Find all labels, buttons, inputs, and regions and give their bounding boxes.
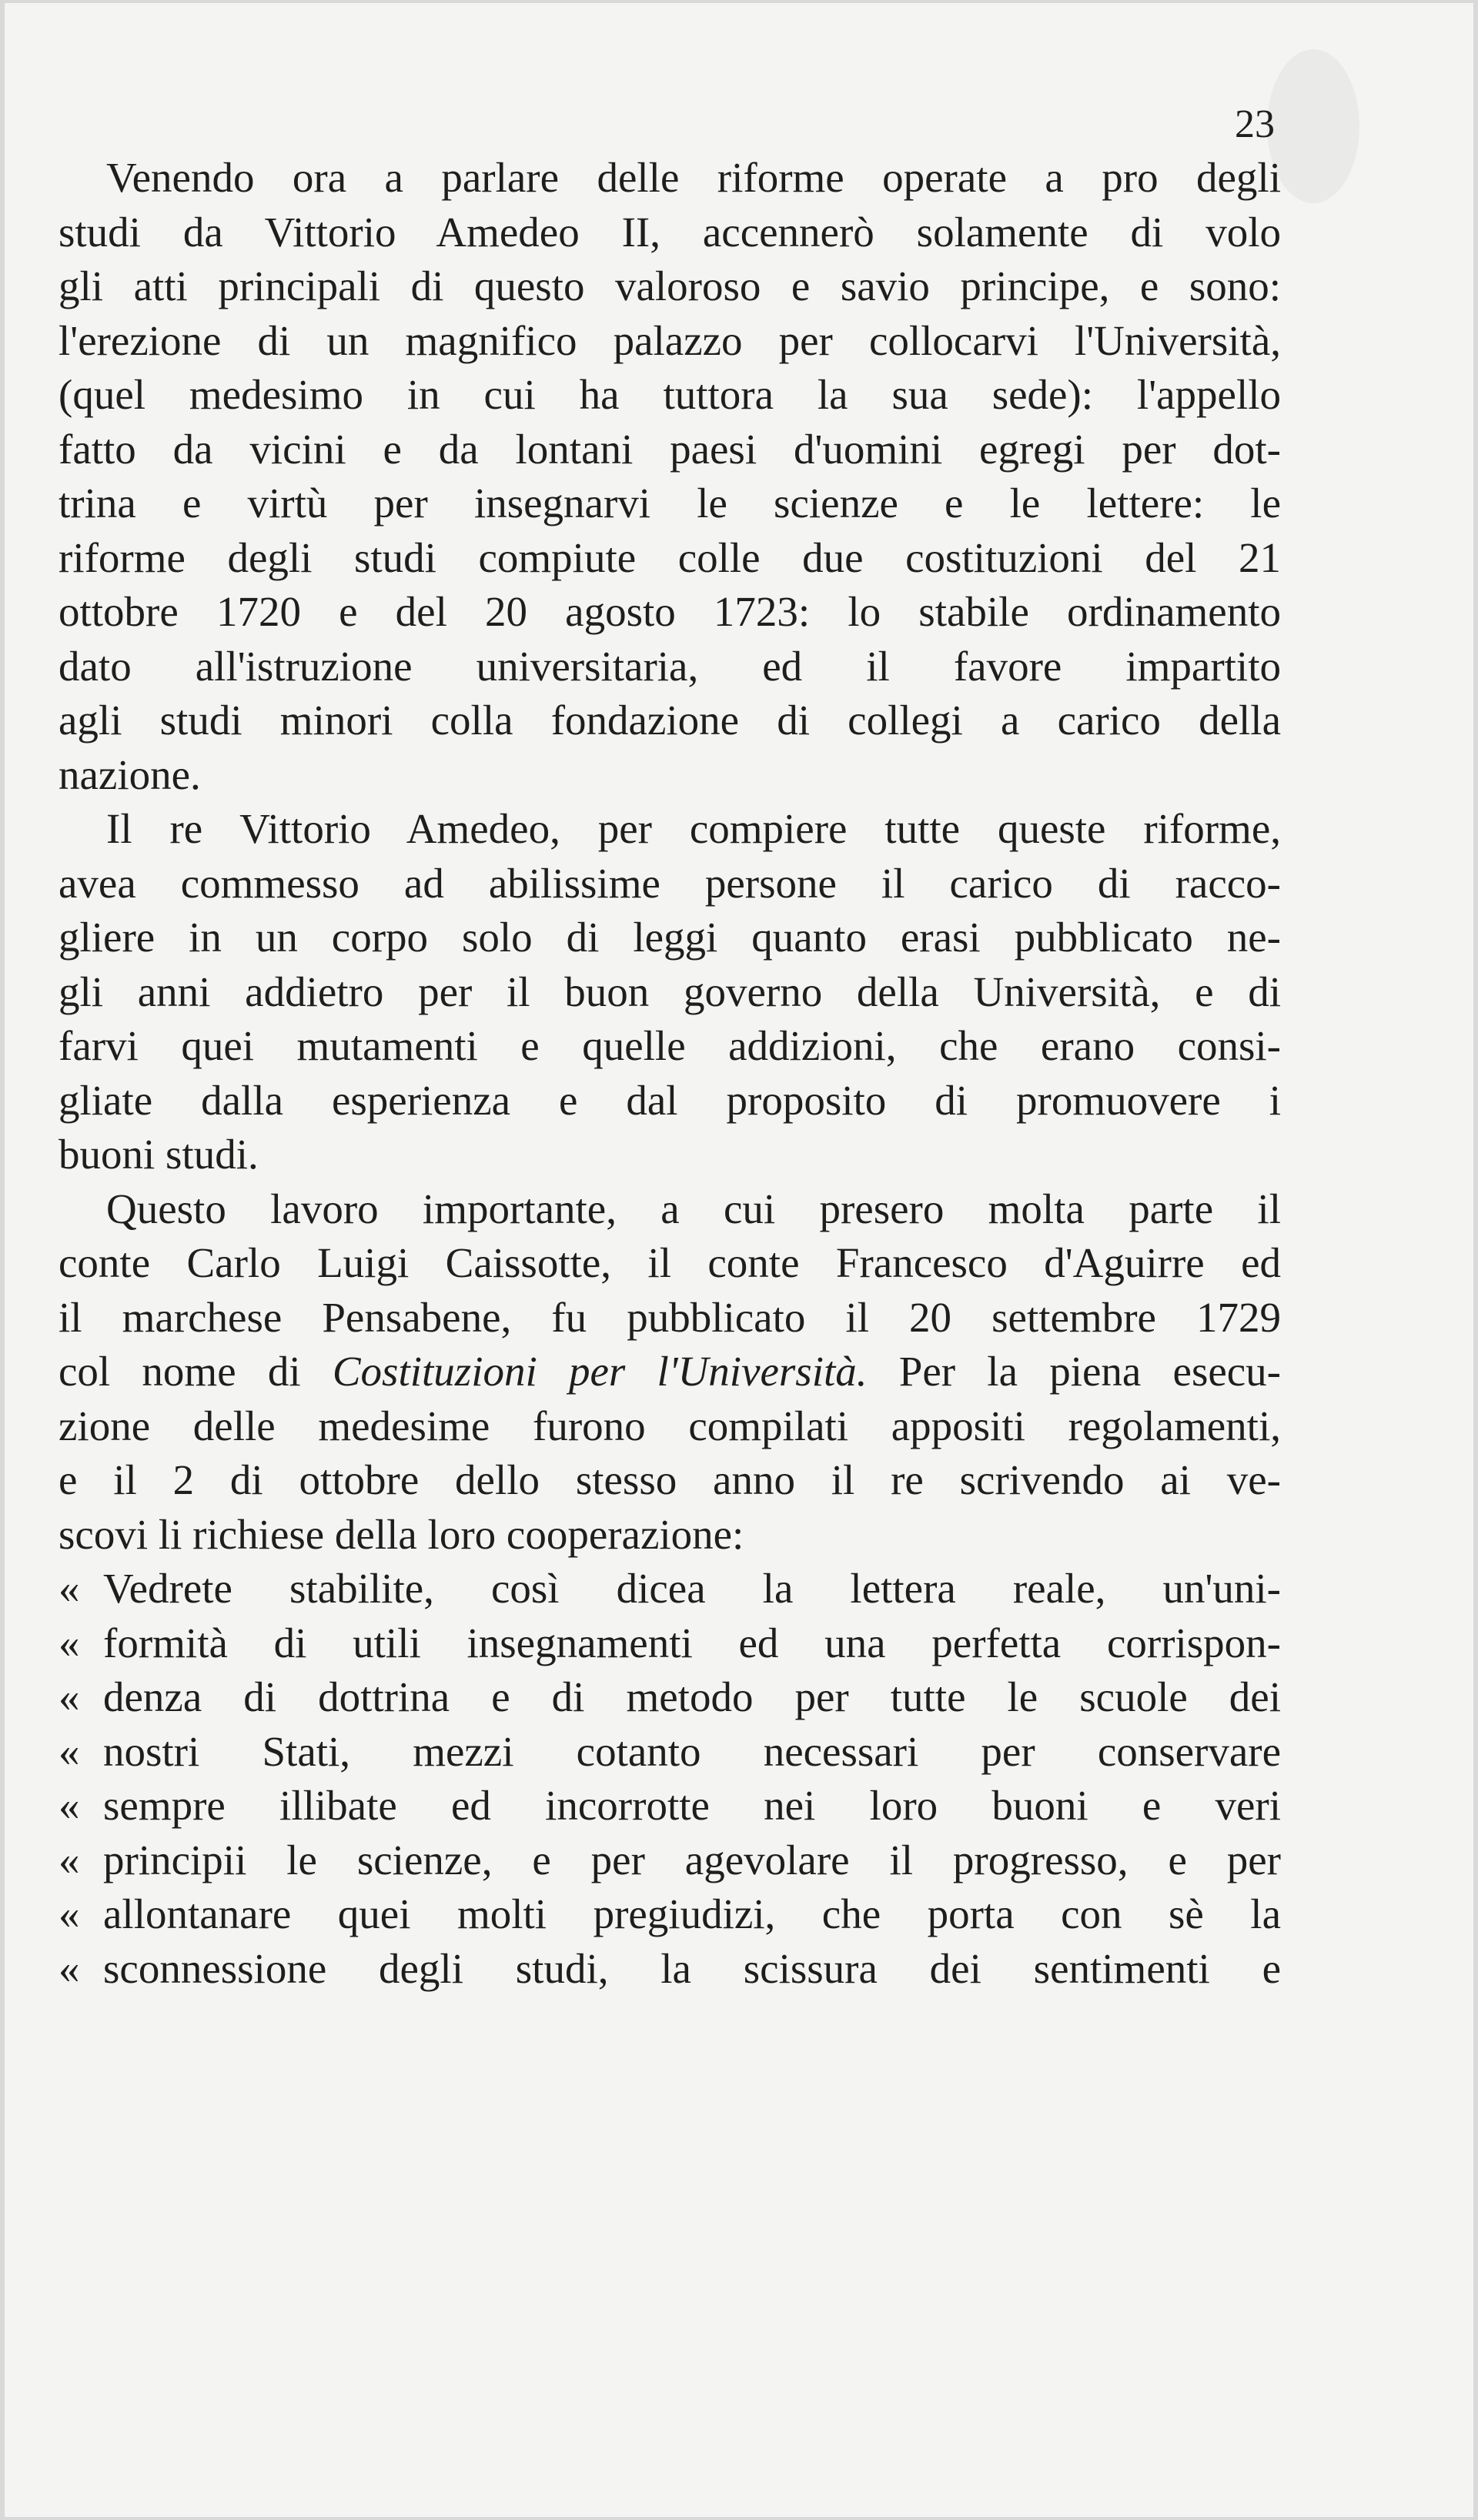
text-line: gliere in un corpo solo di leggi quanto erasi pubblicato ne- <box>59 914 1281 961</box>
paragraph-2 <box>59 802 1281 1182</box>
text-line: dato all'istruzione universitaria, ed il favore impartito <box>59 642 1281 690</box>
quote-line <box>59 1562 1281 1616</box>
quote-line <box>59 1942 1281 1997</box>
quote-text: denza di dottrina e di metodo per tutte le scuole dei <box>103 1673 1281 1720</box>
quote-line <box>59 1725 1281 1780</box>
text-line: zione delle medesime furono compilati appositi regolamenti, <box>59 1402 1281 1449</box>
text-line: (quel medesimo in cui ha tuttora la sua sede): l'appello <box>59 371 1281 418</box>
text-line: avea commesso ad abilissime persone il carico di racco- <box>59 859 1281 907</box>
text-line: Il re Vittorio Amedeo, per compiere tutte queste riforme, <box>106 805 1281 852</box>
quote-mark: « <box>59 1565 80 1612</box>
quote-text: sconnessione degli studi, la scissura dei sentimenti e <box>103 1944 1281 1992</box>
paragraph-3 <box>59 1182 1281 1562</box>
quote-text: formità di utili insegnamenti ed una perfetta corrispon- <box>103 1619 1281 1666</box>
text-line: e il 2 di ottobre dello stesso anno il re scrivendo ai ve- <box>59 1456 1281 1503</box>
quote-text: principii le scienze, e per agevolare il progresso, e per <box>103 1836 1281 1883</box>
text-line: l'erezione di un magnifico palazzo per collocarvi l'Università, <box>59 316 1281 364</box>
quote-mark: « <box>59 1782 80 1829</box>
text-fragment: Per la piena esecu- <box>867 1348 1281 1395</box>
quote-mark: « <box>59 1890 80 1937</box>
quote-mark: « <box>59 1944 80 1992</box>
quote-line <box>59 1887 1281 1942</box>
quote-line <box>59 1670 1281 1725</box>
text-line: conte Carlo Luigi Caissotte, il conte Francesco d'Aguirre ed <box>59 1239 1281 1286</box>
quote-text: Vedrete stabilite, così dicea la lettera reale, un'uni- <box>103 1565 1281 1612</box>
page-stain <box>1267 49 1359 203</box>
text-line: buoni studi. <box>59 1131 259 1178</box>
text-line: Questo lavoro importante, a cui presero molta parte il <box>106 1185 1281 1232</box>
text-line: nazione. <box>59 750 201 798</box>
quote-mark: « <box>59 1619 80 1666</box>
quote-line <box>59 1833 1281 1888</box>
quote-mark: « <box>59 1673 80 1720</box>
text-fragment: col nome di <box>59 1348 333 1395</box>
book-page <box>5 3 1473 2517</box>
text-line: Venendo ora a parlare delle riforme operate a pro degli <box>106 154 1281 201</box>
text-line: trina e virtù per insegnarvi le scienze e le lettere: le <box>59 480 1281 526</box>
text-line: scovi li richiese della loro cooperazione: <box>59 1510 744 1558</box>
text-line: agli studi minori colla fondazione di collegi a carico della <box>59 697 1281 744</box>
quote-mark: « <box>59 1727 80 1775</box>
quote-line <box>59 1779 1281 1833</box>
quote-text: allontanare quei molti pregiudizi, che porta con sè la <box>103 1890 1281 1937</box>
text-line: gliate dalla esperienza e dal proposito di promuovere i <box>59 1076 1281 1124</box>
quotation <box>59 1562 1281 1996</box>
text-line: gli anni addietro per il buon governo della Università, e di <box>59 968 1281 1015</box>
body-text <box>59 151 1281 1996</box>
paragraph-1 <box>59 151 1281 802</box>
work-title: Costituzioni per l'Università. <box>332 1348 868 1395</box>
text-line-with-title <box>59 1345 1281 1399</box>
text-line: gli atti principali di questo valoroso e savio principe, e sono: <box>59 262 1281 309</box>
text-line: farvi quei mutamenti e quelle addizioni, che erano consi- <box>59 1022 1281 1069</box>
text-line: il marchese Pensabene, fu pubblicato il 20 settembre 1729 <box>59 1293 1281 1341</box>
quote-text: sempre illibate ed incorrotte nei loro buoni e veri <box>103 1782 1281 1829</box>
text-line: ottobre 1720 e del 20 agosto 1723: lo stabile ordinamento <box>59 588 1281 635</box>
quote-line <box>59 1616 1281 1671</box>
text-line: fatto da vicini e da lontani paesi d'uomini egregi per dot- <box>59 425 1281 473</box>
page-number: 23 <box>1235 102 1275 146</box>
quote-mark: « <box>59 1836 80 1883</box>
quote-text: nostri Stati, mezzi cotanto necessari per conservare <box>103 1727 1281 1775</box>
text-line: riforme degli studi compiute colle due costituzioni del 21 <box>59 533 1281 581</box>
text-line: studi da Vittorio Amedeo II, accennerò solamente di volo <box>59 208 1281 256</box>
